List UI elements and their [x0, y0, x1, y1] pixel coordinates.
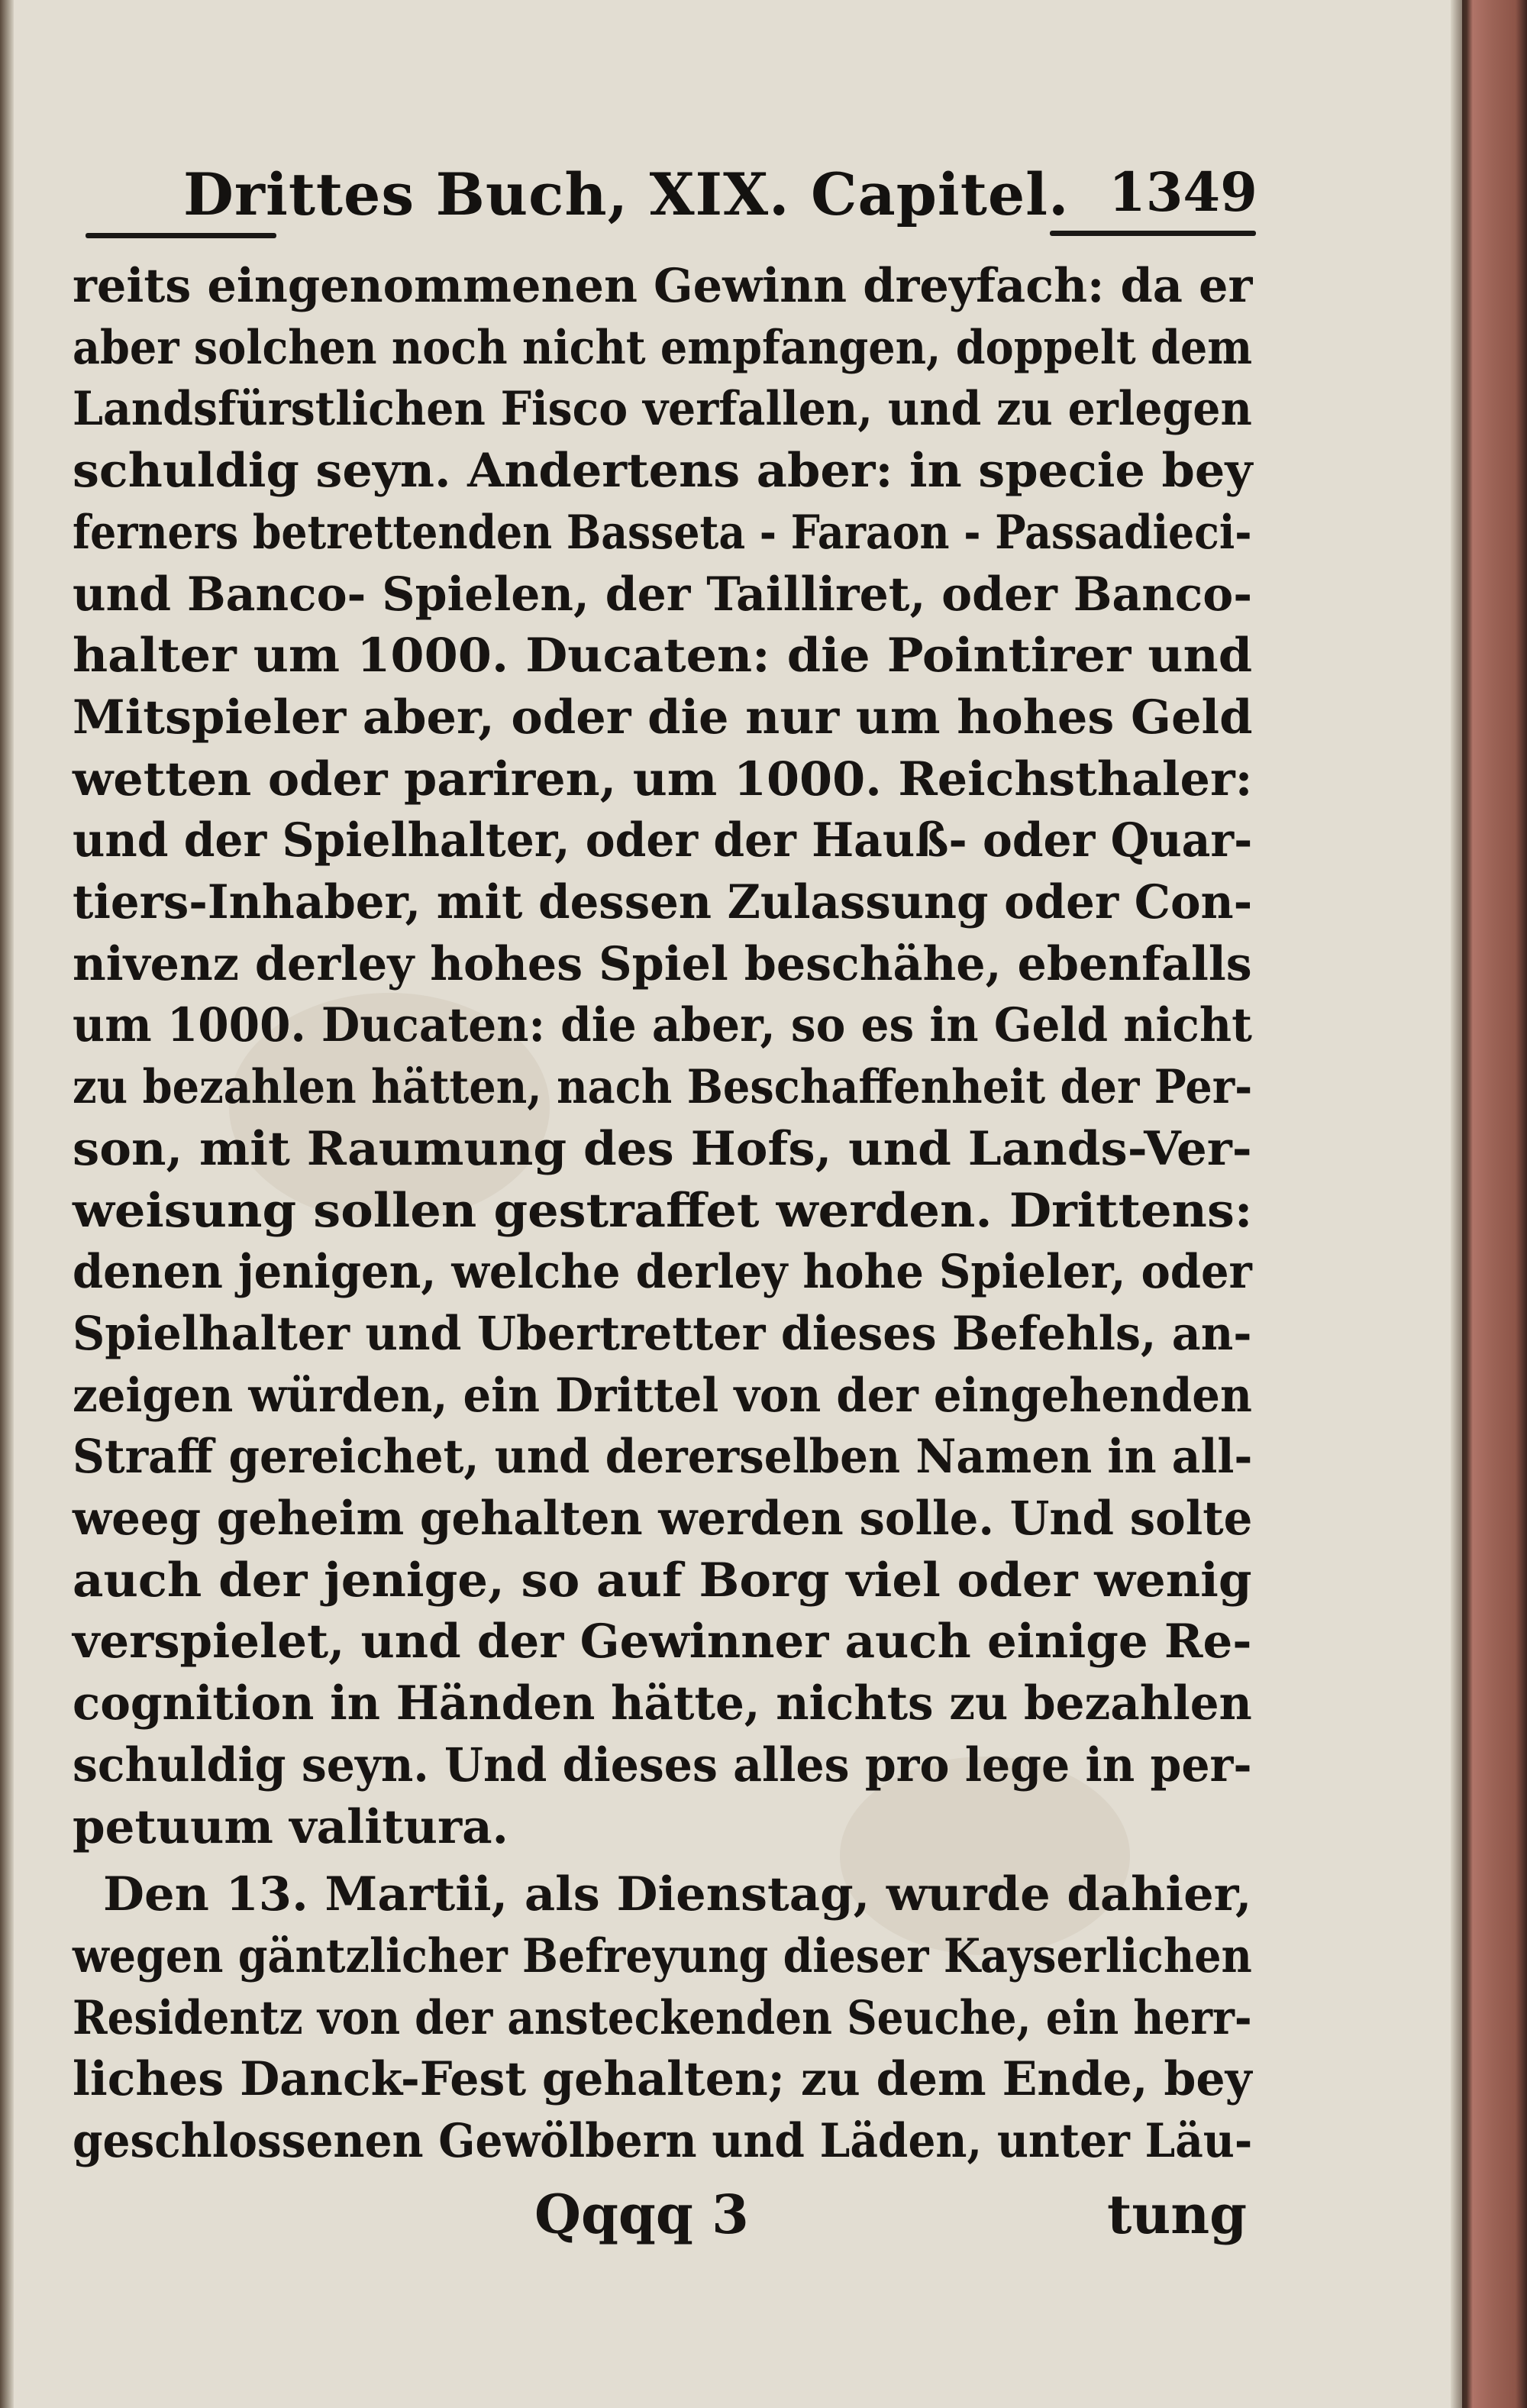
book-fore-edge — [1462, 0, 1527, 2408]
page-gutter — [0, 0, 14, 2408]
text-line: reits eingenommenen Gewinn dreyfach: da er — [73, 259, 1253, 313]
text-line: Landsfürstlichen Fisco verfallen, und zu erlegen — [73, 382, 1252, 437]
text-line: petuum valitura. — [73, 1799, 508, 1854]
text-line: und der Spielhalter, oder der Hauß- oder Quar- — [73, 813, 1253, 868]
text-line: cognition in Händen hätte, nichts zu bezahlen — [73, 1676, 1252, 1731]
signature-mark: Qqqq 3 — [534, 2183, 749, 2246]
text-line: halter um 1000. Ducaten: die Pointirer und — [73, 629, 1253, 684]
text-line: Spielhalter und Ubertretter dieses Befehls, an- — [73, 1306, 1252, 1361]
text-line: tiers-Inhaber, mit dessen Zulassung oder Con- — [73, 875, 1253, 929]
text-line: weisung sollen gestraffet werden. Drittens: — [73, 1183, 1253, 1238]
text-line: Residentz von der ansteckenden Seuche, ein herr- — [73, 1990, 1252, 2045]
text-line: Den 13. Martii, als Dienstag, wurde dahier, — [103, 1867, 1252, 1922]
text-line: wetten oder pariren, um 1000. Reichsthaler: — [73, 751, 1253, 806]
text-line: nivenz derley hohes Spiel beschähe, ebenfalls — [73, 936, 1252, 991]
text-line: und Banco- Spielen, der Tailliret, oder Banco- — [73, 567, 1253, 622]
text-line: verspielet, und der Gewinner auch einige Re- — [73, 1614, 1252, 1669]
text-line: son, mit Raumung des Hofs, und Lands-Ver- — [73, 1121, 1252, 1176]
text-line: weeg geheim gehalten werden solle. Und solte — [73, 1492, 1253, 1546]
catchword: tung — [1107, 2183, 1248, 2246]
text-line: ferners betrettenden Basseta - Faraon - Passadieci- — [73, 505, 1252, 560]
page-number: 1349 — [1109, 160, 1257, 224]
text-line: liches Danck-Fest gehalten; zu dem Ende, bey — [73, 2052, 1252, 2107]
text-line: schuldig seyn. Andertens aber: in specie bey — [73, 444, 1253, 499]
running-head: Drittes Buch, XIX. Capitel. — [183, 160, 1070, 228]
text-line: wegen gäntzlicher Befreyung dieser Kayserlichen — [73, 1928, 1252, 1983]
text-line: denen jenigen, welche derley hohe Spieler, oder — [73, 1245, 1252, 1300]
text-line: aber solchen noch nicht empfangen, doppelt dem — [73, 320, 1253, 375]
text-line: Straff gereichet, und dererselben Namen in all- — [73, 1430, 1253, 1485]
text-line: Mitspieler aber, oder die nur um hohes Geld — [73, 690, 1253, 745]
header-rule-right — [1050, 231, 1256, 236]
text-line: zeigen würden, ein Drittel von der eingehenden — [73, 1368, 1252, 1423]
text-line: auch der jenige, so auf Borg viel oder wenig — [73, 1553, 1252, 1608]
text-line: geschlossenen Gewölbern und Läden, unter Läu- — [73, 2114, 1253, 2168]
header-rule-left — [86, 233, 276, 238]
text-line: schuldig seyn. Und dieses alles pro lege in per- — [73, 1737, 1252, 1792]
text-line: zu bezahlen hätten, nach Beschaffenheit der Per- — [73, 1060, 1253, 1115]
text-line: um 1000. Ducaten: die aber, so es in Geld nicht — [73, 998, 1252, 1053]
